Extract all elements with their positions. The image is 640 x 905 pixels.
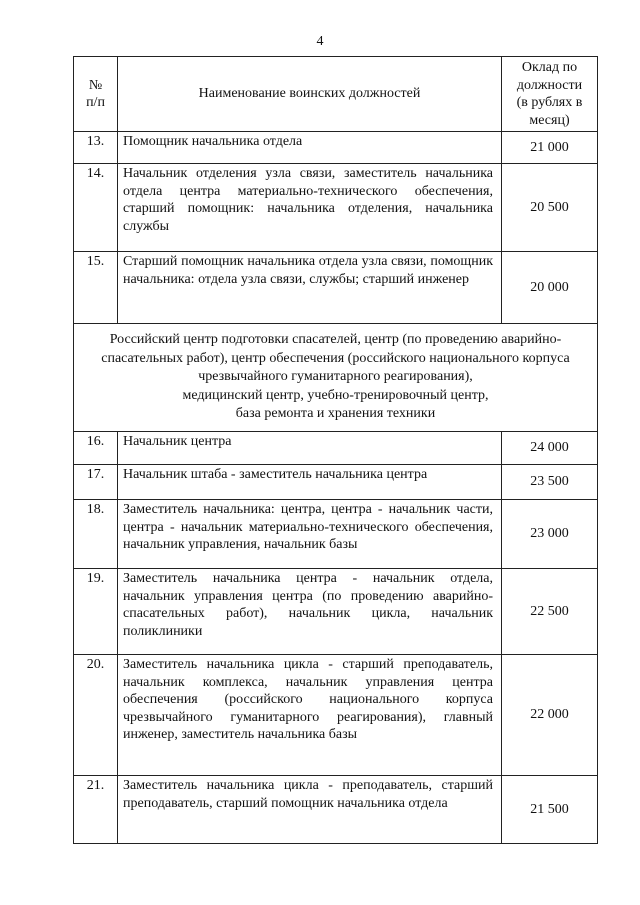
position-name: Заместитель начальника: центра, центра - начальник части, центра - начальник материально-технического обеспечения, начальник управления, начальник базы: [118, 500, 502, 569]
row-number: 13.: [74, 132, 118, 164]
header-salary-line: должности: [516, 77, 583, 93]
salary-value: 21 000: [502, 132, 598, 164]
row-number: 16.: [74, 432, 118, 465]
table-row: [74, 500, 598, 569]
header-number: [74, 57, 118, 132]
header-salary-line: месяц): [529, 112, 570, 128]
table-header-row: [74, 57, 598, 132]
salary-value: 22 500: [502, 569, 598, 655]
table-row: [74, 164, 598, 252]
position-name: Начальник отделения узла связи, заместитель начальника отдела центра материально-технического обеспечения, старший помощник: начальника отделения, начальника службы: [118, 164, 502, 252]
row-number: 14.: [74, 164, 118, 252]
salary-value: 20 500: [502, 164, 598, 252]
salary-value: 21 500: [502, 776, 598, 844]
salary-value: 20 000: [502, 252, 598, 324]
table-row: [74, 569, 598, 655]
header-position-name: Наименование воинских должностей: [118, 57, 502, 132]
position-name: Старший помощник начальника отдела узла связи, помощник начальника: отдела узла связи, службы; старший инженер: [118, 252, 502, 324]
header-number-line: №: [88, 77, 103, 93]
table-row: [74, 465, 598, 500]
page-number: 4: [316, 34, 324, 49]
position-name: Заместитель начальника цикла - старший преподаватель, начальник комплекса, начальник управления центра обеспечения (российского национального корпуса чрезвычайного гуманитарного реагирования), главный инженер, заместитель начальника базы: [118, 655, 502, 776]
row-number: 17.: [74, 465, 118, 500]
table-row: [74, 132, 598, 164]
salary-value: 23 500: [502, 465, 598, 500]
section-header-row: [74, 324, 598, 432]
row-number: 15.: [74, 252, 118, 324]
salary-value: 23 000: [502, 500, 598, 569]
table-row: [74, 252, 598, 324]
section-header-line: медицинский центр, учебно-тренировочный центр,: [182, 387, 489, 403]
section-header-line: база ремонта и хранения техники: [235, 406, 436, 421]
position-name: Начальник штаба - заместитель начальника центра: [118, 465, 502, 500]
header-salary-line: (в рублях в: [516, 95, 583, 110]
position-name: Начальник центра: [118, 432, 502, 465]
salary-value: 22 000: [502, 655, 598, 776]
table-row: [74, 432, 598, 465]
row-number: 21.: [74, 776, 118, 844]
position-name: Помощник начальника отдела: [118, 132, 502, 164]
salary-value: 24 000: [502, 432, 598, 465]
header-number-line: п/п: [86, 95, 105, 110]
position-name: Заместитель начальника цикла - преподаватель, старший преподаватель, старший помощник начальника отдела: [118, 776, 502, 844]
section-header: [74, 324, 598, 432]
table-row: [74, 776, 598, 844]
row-number: 19.: [74, 569, 118, 655]
table-row: [74, 655, 598, 776]
header-salary: [502, 57, 598, 132]
header-salary-line: Оклад по: [521, 60, 578, 75]
row-number: 20.: [74, 655, 118, 776]
position-name: Заместитель начальника центра - начальник отдела, начальник управления центра (по проведению аварийно-спасательных работ), начальник цикла, начальник поликлиники: [118, 569, 502, 655]
section-header-line: чрезвычайного гуманитарного реагирования),: [198, 369, 473, 384]
row-number: 18.: [74, 500, 118, 569]
section-header-line: спасательных работ), центр обеспечения (российского национального корпуса: [101, 350, 570, 366]
salary-table: [73, 56, 598, 844]
section-header-line: Российский центр подготовки спасателей, центр (по проведению аварийно-: [109, 332, 562, 347]
